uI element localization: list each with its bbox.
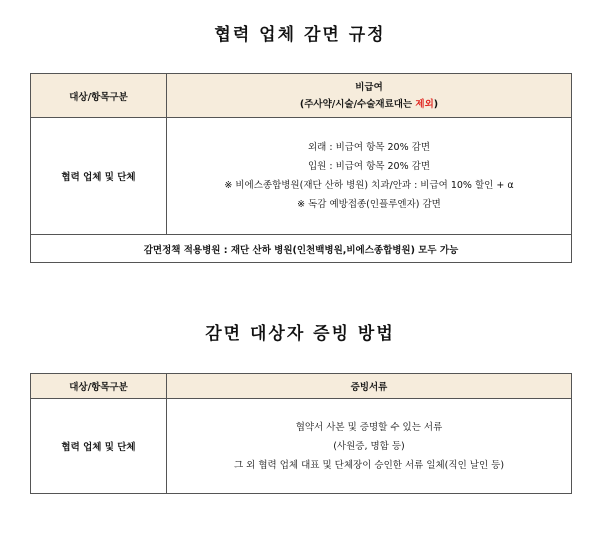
table-header-row [31,74,572,118]
header-note-highlight: 제외 [415,98,434,110]
header-documents: 증빙서류 [167,374,572,399]
section1-title: 협력 업체 감면 규정 [214,25,386,45]
row-content [167,399,572,494]
list-item: (사원증, 명함 등) [333,440,405,452]
row-content [167,118,572,235]
list-item: 그 외 협력 업체 대표 및 단체장이 승인한 서류 일체(직인 날인 등) [233,459,505,471]
list-item: 협약서 사본 및 증명할 수 있는 서류 [295,421,443,433]
list-item: ※ 비에스종합병원(재단 산하 병원) 치과/안과 : 비급여 10% 할인 + α [224,180,514,191]
row-label: 협력 업체 및 단체 [31,118,167,235]
header-note-prefix: (주사약/시술/수술재료대는 [299,98,416,110]
table-row [31,118,572,235]
table-row [31,399,572,494]
header-title: 비급여 [355,81,383,93]
evidence-table [30,373,572,494]
header-non-covered [167,74,572,118]
table-footer-row [31,235,572,263]
header-note [167,96,571,113]
list-item: ※ 독감 예방접종(인플루엔자) 감면 [297,199,441,210]
list-item: 외래 : 비급여 항목 20% 감면 [307,142,430,153]
header-category: 대상/항목구분 [31,74,167,118]
header-note-suffix: ) [433,98,439,110]
row-label: 협력 업체 및 단체 [31,399,167,494]
section2-title: 감면 대상자 증빙 방법 [205,324,395,344]
list-item: 입원 : 비급여 항목 20% 감면 [307,161,430,172]
table-header-row [31,374,572,399]
discount-policy-table [30,73,572,263]
header-category: 대상/항목구분 [31,374,167,399]
footer-note: 감면정책 적용병원 : 재단 산하 병원(인천백병원,비에스종합병원) 모두 가능 [31,235,572,263]
